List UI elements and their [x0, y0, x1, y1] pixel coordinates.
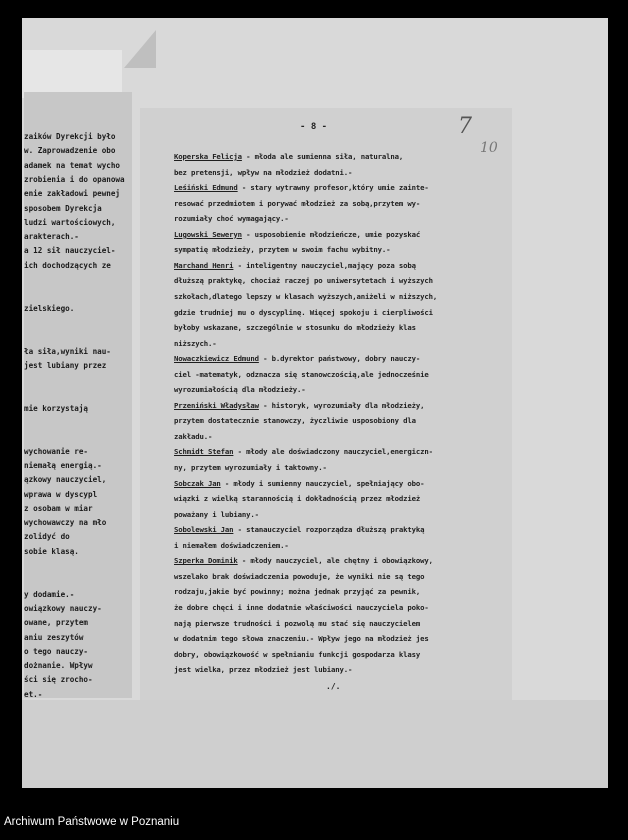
underlying-page-line: jest lubiany przez — [24, 360, 107, 370]
staff-name: Sobolewski Jan — [174, 525, 234, 535]
document-text-line: jest wielka, przez młodzież jest lubiany.- — [174, 665, 353, 675]
staff-name: Leśiński Edmund — [174, 183, 238, 193]
document-text-line: rozumiały choć wymagający.- — [174, 214, 289, 224]
underlying-page-line: ązkowy nauczyciel, — [24, 475, 107, 485]
document-text-line: ny, przytem wyrozumiały i taktowny.- — [174, 463, 327, 472]
document-text-line: nają pierwsze trudności i pozwolą mu stać się nauczycielem — [174, 618, 421, 628]
underlying-page-line: wychowawczy na mło — [24, 518, 107, 528]
underlying-page-line: ludzi wartościowych, — [24, 217, 116, 227]
staff-description: - młody i sumienny nauczyciel, spełniający obo- — [220, 478, 425, 488]
underlying-page-line: zrobienia i do opanowa — [24, 174, 125, 184]
document-text-line: dobry, obowiązkowość w spełnianiu funkcji gospodarza klasy — [174, 649, 421, 659]
staff-entry-line — [174, 479, 508, 488]
underlying-page-line: w. Zaprowadzenie obo — [24, 146, 116, 156]
staff-description: - inteligentny nauczyciel,mający poza sobą — [233, 260, 416, 270]
archive-label: Archiwum Państwowe w Poznaniu — [4, 816, 180, 828]
underlying-page-line: o tego nauczy- — [24, 646, 89, 656]
underlying-page-line: ści się zrocho- — [24, 675, 93, 685]
underlying-page — [24, 92, 132, 698]
staff-name: Schmidt Stefan — [174, 447, 234, 457]
page-number-handwritten: 7 — [458, 114, 472, 139]
folded-corner — [124, 30, 156, 68]
staff-entry-line — [174, 152, 508, 161]
document-text-line: resować przedmiotem i porywać młodzież za sobą,przytem wy- — [174, 198, 421, 208]
page-number-handwritten-secondary: 10 — [480, 140, 498, 156]
document-text-line: wiązki z wielką starannością i dokładnością przez młodzież — [174, 494, 421, 504]
document-text-line: zakładu.- — [174, 431, 213, 441]
staff-entry-line — [174, 354, 508, 363]
document-text-line: wszelako brak doświadczenia powoduje, że wyniki nie są tego — [174, 571, 425, 581]
underlying-page-line: z osobam w miar — [24, 503, 93, 513]
document-text-line: niższych.- — [174, 338, 217, 348]
staff-entry-line — [174, 556, 508, 565]
underlying-page-line: adamek na temat wycho — [24, 160, 121, 170]
underlying-page-line: arakterach.- — [24, 232, 79, 242]
torn-paper-strip — [22, 50, 122, 98]
underlying-page-line: ła siła,wyniki nau- — [24, 346, 111, 356]
underlying-page-line: owane, przytem — [24, 618, 89, 628]
underlying-page-line: sobie klasą. — [24, 546, 79, 556]
staff-name: Koperska Felicja — [174, 152, 242, 161]
document-text-line: w dodatnim tego słowa znaczeniu.- Wpływ jego na młodzież jes — [174, 634, 429, 644]
staff-entry-line — [174, 447, 508, 456]
staff-entry-line — [174, 183, 508, 192]
page-header: - 8 - — [300, 122, 328, 132]
page-footer-mark: ./. — [326, 682, 341, 691]
document-text-line: i niemałem doświadczeniem.- — [174, 540, 289, 550]
document-text-line: gdzie trudniej mu o dyscyplinę. Więcej spokoju i cierpliwości — [174, 307, 433, 317]
staff-entry-line — [174, 401, 508, 410]
underlying-page-line: mie korzystają — [24, 403, 89, 413]
underlying-page-line: et.- — [24, 689, 43, 698]
underlying-page-line: niemałą energią.- — [24, 460, 102, 470]
document-text-line: dłuższą praktykę, chociaż raczej po uniwersytetach i wyższych — [174, 276, 433, 286]
underlying-page-line: zielskiego. — [24, 303, 75, 313]
staff-description: - stary wytrawny profesor,który umie zainte- — [237, 183, 429, 193]
staff-description: - b.dyrektor państwowy, dobry nauczy- — [258, 354, 421, 364]
staff-description: - stanauczyciel rozporządza dłuższą praktyką — [233, 525, 425, 535]
staff-description: - usposobienie młodzieńcze, umie pozyskać — [241, 229, 421, 239]
document-text-line: sympatię młodzieży, przytem w swoim fachu wybitny.- — [174, 245, 391, 255]
staff-name: Nowaczkiewicz Edmund — [174, 354, 259, 364]
document-text-line: przytem dostatecznie stanowczy, życzliwie usposobiony dla — [174, 416, 416, 426]
staff-description: - młoda ale sumienna siła, naturalna, — [241, 152, 404, 161]
document-text-line: bez pretensji, wpływ na młodzież dodatni.- — [174, 167, 353, 177]
staff-name: Przeniński Władysław — [174, 400, 259, 410]
document-text-line: poważany i lubiany.- — [174, 509, 259, 519]
staff-description: - młody ale doświadczony nauczyciel,energiczn- — [233, 447, 433, 457]
staff-name: Szperka Dominik — [174, 556, 238, 566]
staff-entry-line — [174, 230, 508, 239]
underlying-page-line: owiązkowy nauczy- — [24, 603, 102, 613]
underlying-page-line: zaików Dyrekcji było — [24, 132, 116, 141]
underlying-page-line: wprawa w dyscypl — [24, 489, 98, 499]
underlying-page-line: a 12 sił nauczyciel- — [24, 246, 116, 256]
underlying-page-line: ich dochodzących ze — [24, 260, 111, 270]
document-text-line: ciel -matematyk, odznacza się stanowczością,ale jednocześnie — [174, 369, 429, 379]
underlying-page-line: y dodamie.- — [24, 589, 75, 599]
underlying-page-line: aniu zeszytów — [24, 632, 84, 642]
underlying-page-line: sposobem Dyrekcja — [24, 203, 102, 213]
staff-entry-line — [174, 261, 508, 270]
document-text-line: wyrozumiałością dla młodzieży.- — [174, 385, 306, 395]
staff-name: Sobczak Jan — [174, 478, 221, 488]
background-sheet-bottom — [22, 700, 608, 788]
document-text-line: rodzaju,jakie być powinny; można jednak przyjąć za pewnik, — [174, 587, 421, 597]
staff-name: Lugowski Seweryn — [174, 229, 242, 239]
underlying-page-line: wychowanie re- — [24, 446, 89, 456]
underlying-page-line: dożnanie. Wpływ — [24, 661, 93, 671]
document-page — [140, 108, 512, 700]
document-text-line: byłoby wskazane, szczególnie w stosunku do młodzieży klas — [174, 323, 416, 333]
staff-entry-line — [174, 525, 508, 534]
underlying-page-line: enie zakładowi pewnej — [24, 189, 121, 199]
staff-description: - młody nauczyciel, ale chętny i obowiązkowy, — [237, 556, 433, 566]
document-text-line: szkołach,dlatego lepszy w klasach wyższych,aniżeli w niższych, — [174, 291, 438, 301]
staff-description: - historyk, wyrozumiały dla młodzieży, — [258, 400, 425, 410]
staff-name: Marchand Henri — [174, 260, 234, 270]
underlying-page-line: zolidyć do — [24, 532, 70, 542]
document-text-line: że dobre chęci i inne dodatnie właściwości nauczyciela poko- — [174, 602, 429, 612]
